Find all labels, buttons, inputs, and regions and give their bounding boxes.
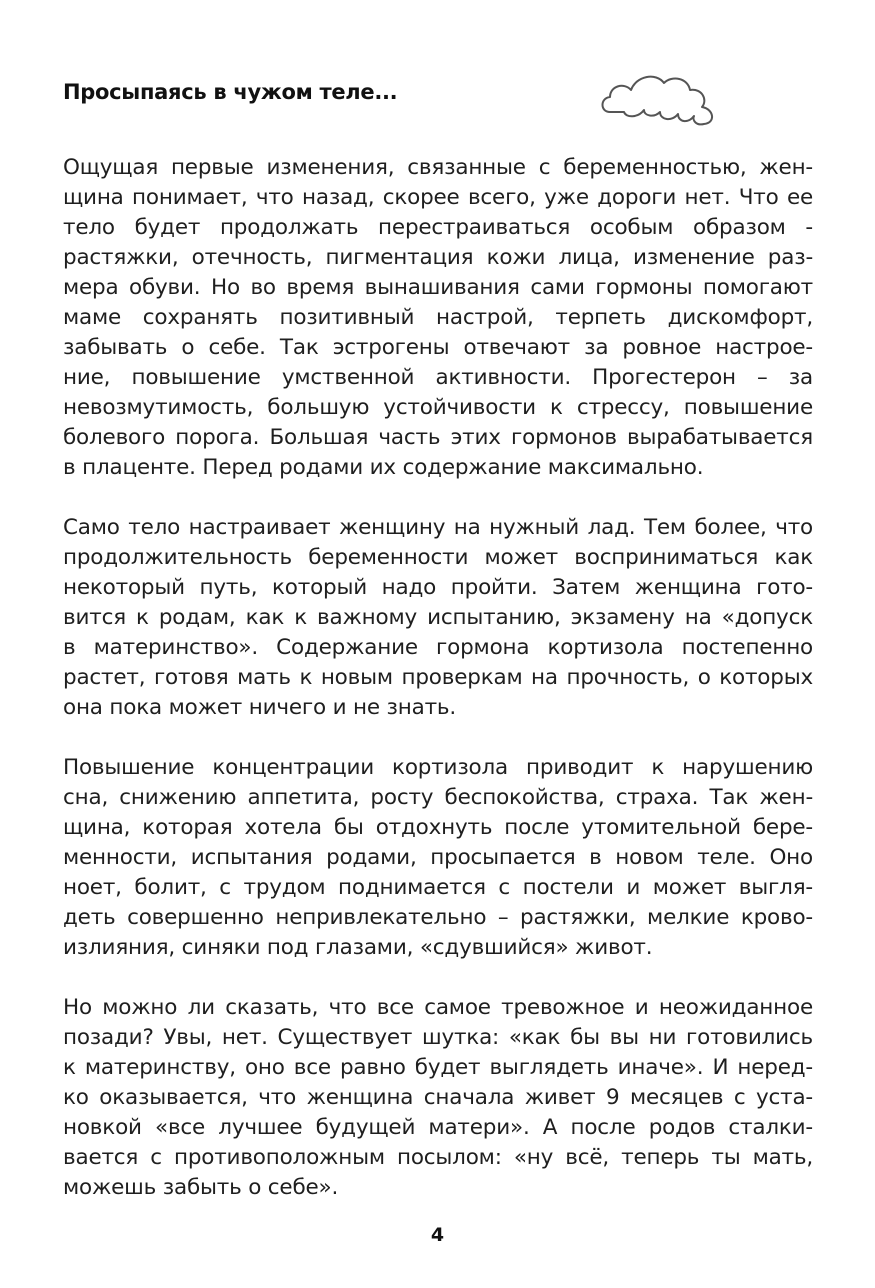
text-line: к материнству, оно все равно будет выглядеть иначе». И неред-: [63, 1055, 813, 1080]
text-line: ноет, болит, с трудом поднимается с постели и может выгля-: [63, 875, 813, 900]
text-line: растяжки, отечность, пигментация кожи лица, изменение раз-: [63, 245, 813, 270]
text-line: Ощущая первые изменения, связанные с беременностью, жен-: [63, 155, 813, 180]
paragraph: [63, 153, 813, 483]
page-number: 4: [430, 1224, 445, 1246]
text-line: щина, которая хотела бы отдохнуть после утомительной бере-: [63, 815, 813, 840]
text-line: мера обуви. Но во время вынашивания сами гормоны помогают: [63, 275, 813, 300]
text-line: продолжительность беременности может восприниматься как: [63, 545, 813, 570]
paragraph: [63, 993, 813, 1203]
text-line: деть совершенно непривлекательно – растяжки, мелкие крово-: [63, 905, 813, 930]
text-line: Но можно ли сказать, что все самое тревожное и неожиданное: [63, 995, 813, 1020]
section-heading: Просыпаясь в чужом теле...: [63, 80, 398, 104]
text-line: в плаценте. Перед родами их содержание максимально.: [63, 455, 704, 480]
text-line: Повышение концентрации кортизола приводит к нарушению: [63, 755, 813, 780]
text-line: тело будет продолжать перестраиваться особым образом -: [63, 215, 813, 240]
cloud-icon: [598, 68, 724, 128]
text-line: вается с противоположным посылом: «ну всё, теперь ты мать,: [63, 1145, 813, 1170]
text-line: излияния, синяки под глазами, «сдувшийся» живот.: [63, 935, 653, 960]
text-line: менности, испытания родами, просыпается в новом теле. Оно: [63, 845, 813, 870]
text-line: позади? Увы, нет. Существует шутка: «как бы вы ни готовились: [63, 1025, 813, 1050]
text-line: Само тело настраивает женщину на нужный лад. Тем более, что: [63, 515, 813, 540]
text-line: невозмутимость, большую устойчивости к стрессу, повышение: [63, 395, 813, 420]
text-line: ние, повышение умственной активности. Прогестерон – за: [63, 365, 813, 390]
text-line: можешь забыть о себе».: [63, 1175, 339, 1200]
text-line: болевого порога. Большая часть этих гормонов вырабатывается: [63, 425, 813, 450]
text-line: некоторый путь, который надо пройти. Затем женщина гото-: [63, 575, 813, 600]
text-line: щина понимает, что назад, скорее всего, уже дороги нет. Что ее: [63, 185, 813, 210]
body-text: [63, 153, 813, 1233]
text-line: растет, готовя мать к новым проверкам на прочность, о которых: [63, 665, 813, 690]
text-line: сна, снижению аппетита, росту беспокойства, страха. Так жен-: [63, 785, 813, 810]
text-line: новкой «все лучшее будущей матери». А после родов сталки-: [63, 1115, 813, 1140]
text-line: маме сохранять позитивный настрой, терпеть дискомфорт,: [63, 305, 813, 330]
text-line: забывать о себе. Так эстрогены отвечают за ровное настрое-: [63, 335, 813, 360]
text-line: она пока может ничего и не знать.: [63, 695, 457, 720]
text-line: ко оказывается, что женщина сначала живет 9 месяцев с уста-: [63, 1085, 813, 1110]
paragraph: [63, 513, 813, 723]
paragraph: [63, 753, 813, 963]
text-line: вится к родам, как к важному испытанию, экзамену на «допуск: [63, 605, 813, 630]
text-line: в материнство». Содержание гормона кортизола постепенно: [63, 635, 813, 660]
